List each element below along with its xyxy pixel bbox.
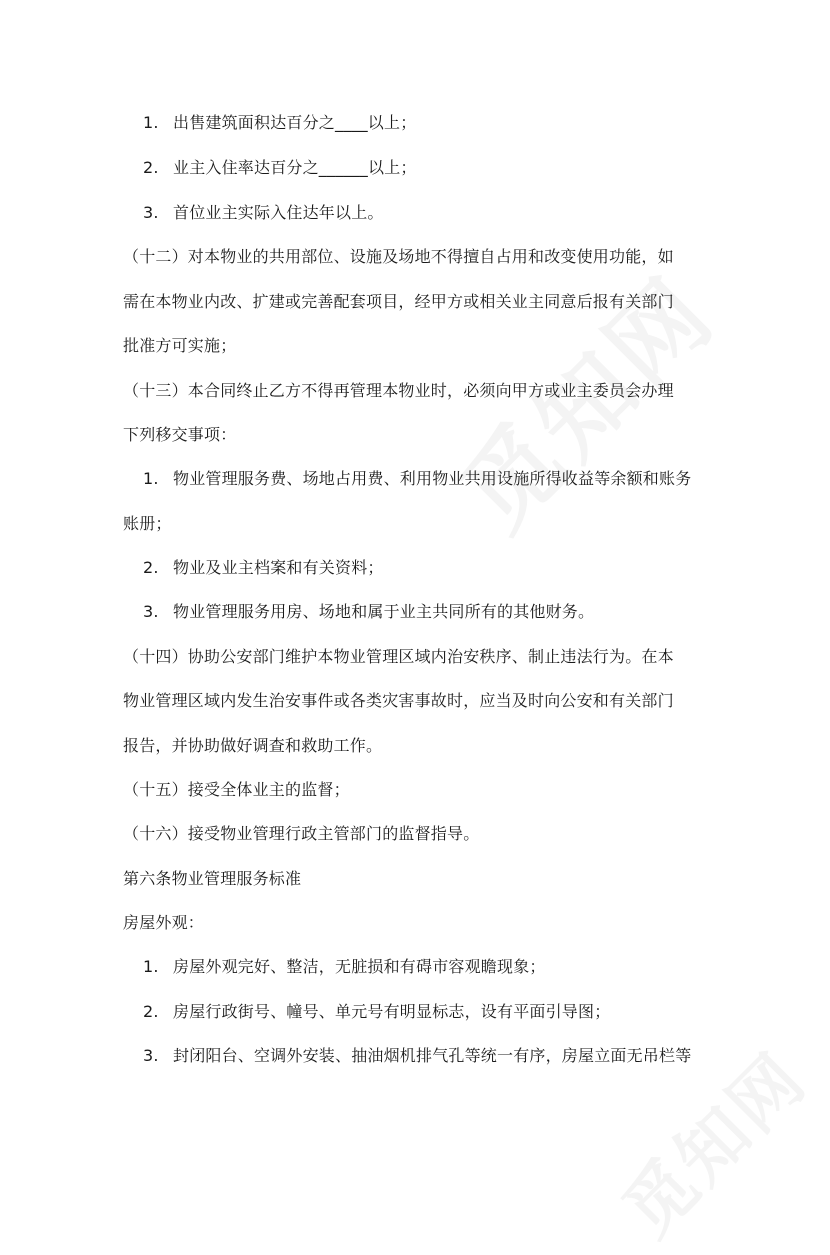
list-number: 1. [143,469,159,488]
subsection-heading: 房屋外观： [123,913,205,932]
list-text: 业主入住率达百分之______以上； [173,158,417,177]
list-text: 物业管理服务用房、场地和属于业主共同所有的其他财务。 [173,602,595,621]
list-number: 2. [143,558,159,577]
section-heading: 第六条物业管理服务标准 [123,869,302,888]
paragraph-line: 物业管理区域内发生治安事件或各类灾害事故时，应当及时向公安和有关部门 [123,691,674,710]
list-text: 出售建筑面积达百分之____以上； [173,113,417,132]
paragraph-line: （十二）对本物业的共用部位、设施及场地不得擅自占用和改变使用功能，如 [123,247,674,266]
list-item [143,557,384,579]
paragraph-line: （十四）协助公安部门维护本物业管理区域内治安秩序、制止违法行为。在本 [123,647,674,666]
list-item [143,157,417,179]
paragraph-line: （十六）接受物业管理行政主管部门的监督指导。 [123,824,480,843]
list-number: 1. [143,957,159,976]
list-text: 首位业主实际入住达年以上。 [173,203,384,222]
list-number: 2. [143,1002,159,1021]
list-text: 物业及业主档案和有关资料； [173,558,384,577]
list-text: 房屋外观完好、整洁，无脏损和有碍市容观瞻现象； [173,957,546,976]
list-text: 物业管理服务费、场地占用费、利用物业共用设施所得收益等余额和账务 [173,469,692,488]
list-item [143,601,594,623]
paragraph-line: 报告，并协助做好调查和救助工作。 [123,736,383,755]
paragraph-line: 下列移交事项： [123,425,237,444]
paragraph-line: 账册； [123,514,172,533]
list-number: 3. [143,1046,159,1065]
paragraph-line: （十三）本合同终止乙方不得再管理本物业时，必须向甲方或业主委员会办理 [123,381,674,400]
list-number: 3. [143,602,159,621]
list-text: 房屋行政街号、幢号、单元号有明显标志，设有平面引导图； [173,1002,611,1021]
paragraph-line: 需在本物业内改、扩建或完善配套项目，经甲方或相关业主同意后报有关部门 [123,292,674,311]
paragraph-line: 批准方可实施； [123,336,237,355]
list-item [143,1045,691,1067]
list-number: 2. [143,158,159,177]
list-item [143,1001,610,1023]
list-item [143,112,416,134]
list-item [143,468,691,490]
list-text: 封闭阳台、空调外安装、抽油烟机排气孔等统一有序，房屋立面无吊栏等 [173,1046,692,1065]
list-number: 3. [143,203,159,222]
list-item [143,202,384,224]
list-item [143,956,546,978]
list-number: 1. [143,113,159,132]
paragraph-line: （十五）接受全体业主的监督； [123,780,350,799]
